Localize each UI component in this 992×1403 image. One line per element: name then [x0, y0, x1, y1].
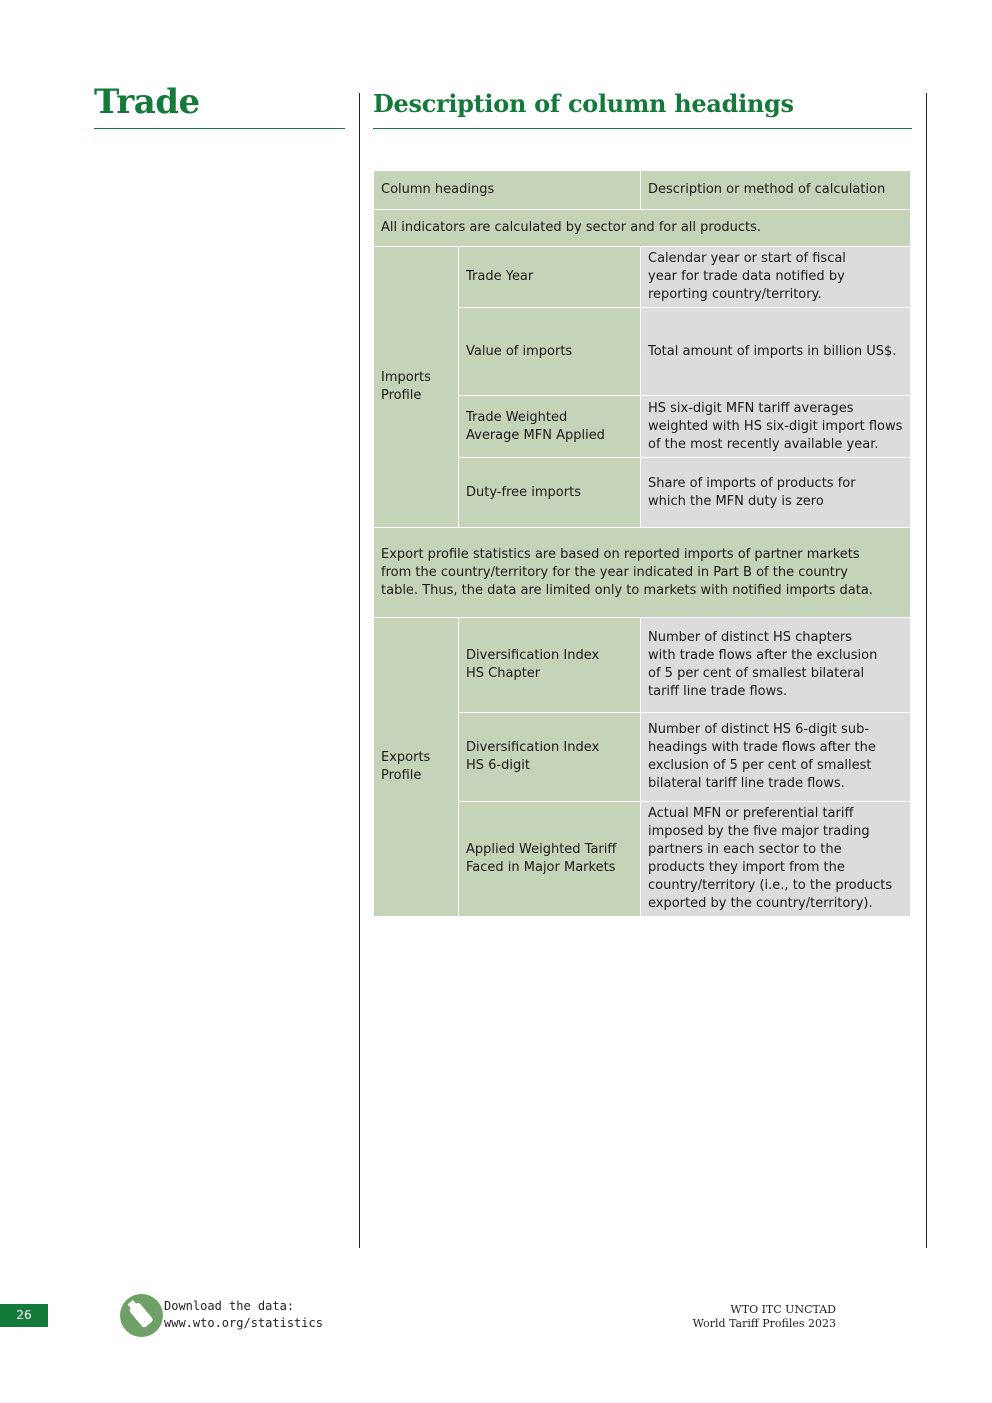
row-heading: Diversification Index HS 6-digit	[459, 713, 641, 802]
row-description: Actual MFN or preferential tariff imposed by the five major trading partners in each sector to the products they import from the country/territory (i.e., to the products exported by the country/territory).	[641, 802, 911, 917]
row-description: Calendar year or start of fiscal year for trade data notified by reporting country/territory.	[641, 247, 911, 308]
page-number: 26	[0, 1304, 48, 1327]
row-heading: Trade Year	[459, 247, 641, 308]
note-all-indicators: All indicators are calculated by sector and for all products.	[374, 210, 911, 247]
row-heading: Diversification Index HS Chapter	[459, 618, 641, 713]
row-description: Number of distinct HS chapters with trade flows after the exclusion of 5 per cent of smallest bilateral tariff line trade flows.	[641, 618, 911, 713]
group-exports-profile: Exports Profile	[374, 618, 459, 917]
header-description: Description or method of calculation	[641, 171, 911, 210]
table-note-row	[374, 210, 911, 247]
header-column-headings: Column headings	[374, 171, 641, 210]
page-heading: Description of column headings	[373, 89, 794, 118]
row-description: Total amount of imports in billion US$.	[641, 308, 911, 396]
download-label: Download the data:	[164, 1299, 295, 1313]
row-heading: Duty-free imports	[459, 458, 641, 528]
row-heading: Value of imports	[459, 308, 641, 396]
heading-underline	[373, 128, 912, 129]
group-imports-profile: Imports Profile	[374, 247, 459, 528]
section-title: Trade	[94, 82, 200, 122]
title-underline	[94, 128, 345, 129]
download-icon[interactable]	[120, 1294, 163, 1337]
publisher: WTO ITC UNCTAD	[730, 1303, 836, 1316]
row-description: HS six-digit MFN tariff averages weighted with HS six-digit import flows of the most recently available year.	[641, 396, 911, 458]
note-export-profile: Export profile statistics are based on reported imports of partner markets from the country/territory for the year indicated in Part B of the country table. Thus, the data are limited only to markets with notified imports data.	[374, 528, 911, 618]
row-description: Share of imports of products for which the MFN duty is zero	[641, 458, 911, 528]
table-header-row	[374, 171, 911, 210]
row-heading: Applied Weighted Tariff Faced in Major Markets	[459, 802, 641, 917]
table-row	[374, 247, 911, 308]
column-headings-table	[373, 170, 911, 917]
usb-drive-icon	[120, 1294, 163, 1337]
publication-title: World Tariff Profiles 2023	[692, 1317, 836, 1330]
download-link[interactable]: www.wto.org/statistics	[164, 1316, 323, 1330]
table-row	[374, 618, 911, 713]
row-heading: Trade Weighted Average MFN Applied	[459, 396, 641, 458]
row-description: Number of distinct HS 6-digit sub- headings with trade flows after the exclusion of 5 per cent of smallest bilateral tariff line trade flows.	[641, 713, 911, 802]
table-note-row	[374, 528, 911, 618]
publication-info	[693, 1303, 836, 1331]
column-divider-left	[359, 93, 360, 1248]
column-divider-right	[926, 93, 927, 1248]
download-block	[164, 1298, 323, 1332]
